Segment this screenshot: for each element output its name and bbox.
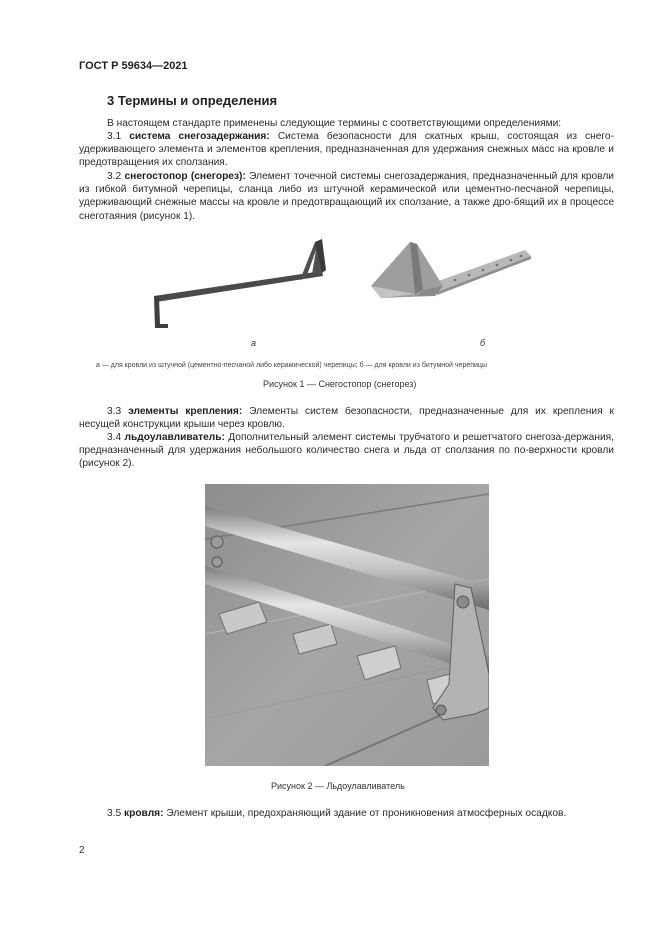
term-3-1: 3.1 система снегозадержания: Система безопасности для скатных крыш, состоящая из снего-удерживающего элемента и элементов крепления, предназначенная для удержания снежных масс на кровле и предотвращения их сползания. bbox=[79, 131, 614, 169]
term-name: снегостопор (снегорез): bbox=[124, 171, 246, 182]
figure-2-ice-catcher-photo bbox=[205, 484, 489, 766]
term-3-5: 3.5 кровля: Элемент крыши, предохраняющий здание от проникновения атмосферных осадков. bbox=[107, 808, 567, 819]
figure-1-legend: а — для кровли из штучной (цементно-песчаной либо керамической) черепицы; б — для кровли из битумной черепицы bbox=[96, 362, 487, 369]
term-3-3: 3.3 элементы крепления: Элементы систем безопасности, предназначенные для их крепления к несущей конструкции крыши через кровлю. bbox=[79, 406, 614, 431]
figure-1-label-b: б bbox=[480, 338, 486, 348]
figure-1-label-a: а bbox=[251, 338, 257, 348]
page-number: 2 bbox=[79, 845, 85, 856]
term-name: кровля: bbox=[124, 808, 164, 819]
section-title: 3 Термины и определения bbox=[107, 93, 278, 108]
term-3-2: 3.2 снегостопор (снегорез): Элемент точечной системы снегозадержания, предназначенный для кровли из гибкой битумной черепицы, сланца либо из штучной керамической или цементно-песчаной черепицы, удерживающий снежные массы на кровле и предотвращающий их сползание, а также дро-бящий их в процессе снеготаяния (рисунок 1). bbox=[79, 171, 614, 222]
document-header: ГОСТ Р 59634—2021 bbox=[79, 60, 188, 72]
figure-1b-snow-stopper-image bbox=[365, 236, 535, 311]
figure-2-caption: Рисунок 2 — Льдоулавливатель bbox=[271, 781, 405, 791]
term-3-4: 3.4 льдоулавливатель: Дополнительный элемент системы трубчатого и решетчатого снегоза-держания, предназначенный для удержания небольшого количество снега и льда от сползания по по-верхности кровли (рисунок 2). bbox=[79, 432, 614, 470]
figure-1-caption: Рисунок 1 — Снегостопор (снегорез) bbox=[263, 379, 417, 389]
term-name: система снегозадержания: bbox=[129, 131, 270, 142]
term-name: льдоулавливатель: bbox=[124, 432, 225, 443]
intro-paragraph: В настоящем стандарте применены следующие термины с соответствующими определениями: bbox=[107, 118, 562, 129]
figure-1a-snow-stopper-image bbox=[150, 236, 350, 331]
term-name: элементы крепления: bbox=[128, 406, 243, 417]
